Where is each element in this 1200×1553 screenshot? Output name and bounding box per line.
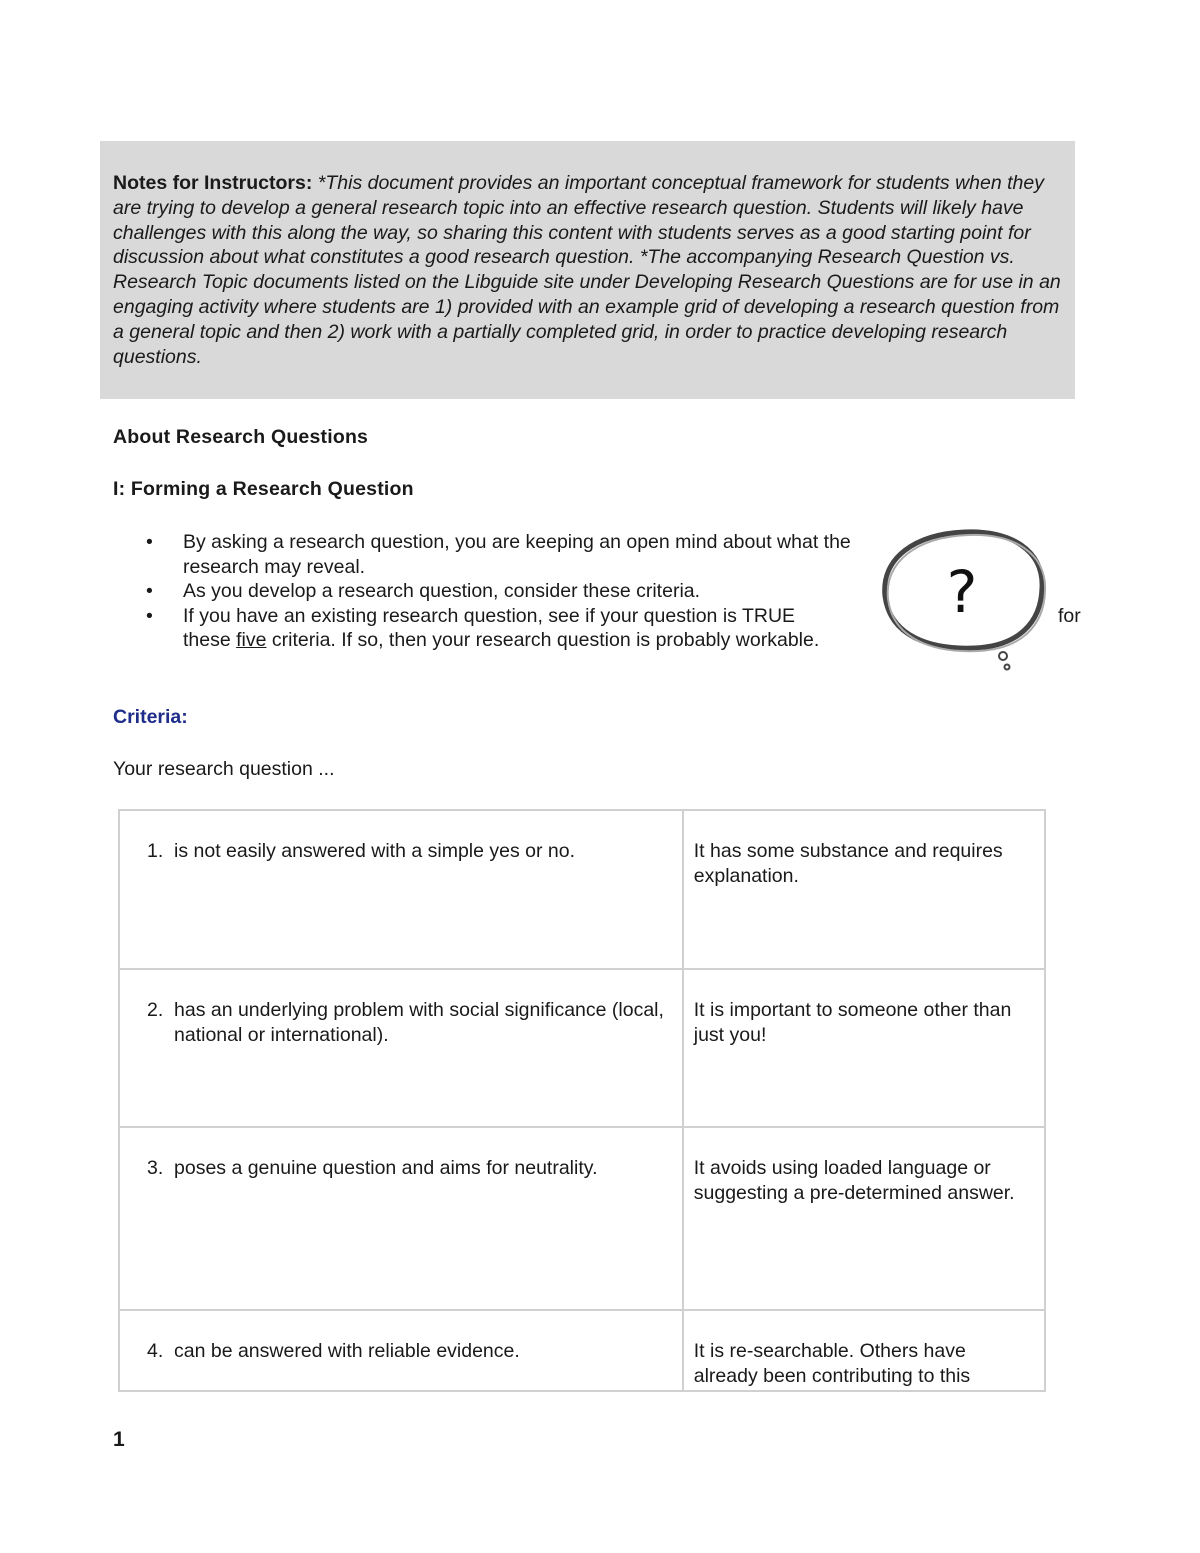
table-row (119, 1127, 1045, 1310)
section-title-about: About Research Questions (113, 426, 369, 448)
criterion-text: poses a genuine question and aims for neutrality. (174, 1157, 598, 1179)
criterion-number: 4. (147, 1340, 164, 1362)
your-question-intro: Your research question ... (113, 758, 335, 780)
criterion-number: 2. (147, 999, 164, 1021)
criteria-table (118, 809, 1046, 1392)
explanation-cell: It avoids using loaded language or suggesting a pre-determined answer. (683, 1127, 1045, 1310)
criterion-text: is not easily answered with a simple yes or no. (174, 840, 576, 862)
bullet-list (146, 530, 866, 653)
question-thought-bubble-icon (880, 528, 1050, 678)
underlined-five: five (236, 629, 267, 652)
bullet-item (146, 530, 866, 579)
bullet-text: criteria. If so, then your research question is probably workable. (266, 629, 820, 652)
criterion-number: 1. (147, 840, 164, 862)
section-title-forming: I: Forming a Research Question (113, 478, 414, 500)
criterion-cell (119, 1127, 683, 1310)
instructor-notes-box (100, 141, 1075, 399)
bullet-text: If you have an existing research question, see if your question is TRUE (183, 604, 796, 627)
criteria-heading: Criteria: (113, 706, 188, 728)
notes-text: *This document provides an important conceptual framework for students when they are trying to develop a general research topic into an effective research question. Students will likely have challenges with this along the way, so sharing this content with students serves as a good starting point for discussion about what constitutes a good research question. *The accompanying Research Question vs. Research Topic documents listed on the Libguide site under Developing Research Questions are for use in an engaging activity where students are 1) provided with an example grid of developing a research question from a general topic and then 2) work with a partially completed grid, in order to practice developing research questions. (113, 172, 1061, 368)
explanation-cell: It is important to someone other than just you! (683, 969, 1045, 1127)
question-mark: ? (946, 558, 978, 626)
criterion-number: 3. (147, 1157, 164, 1179)
criterion-cell (119, 1310, 683, 1391)
bullet-text: By asking a research question, you are keeping an open mind about what the research may reveal. (183, 531, 851, 578)
bullet-dot: • (146, 531, 153, 553)
table-row (119, 810, 1045, 969)
explanation-cell: It is re-searchable. Others have already been contributing to this (683, 1310, 1045, 1391)
bullet-continuation-word: for (1058, 605, 1081, 627)
table-row (119, 969, 1045, 1127)
bullet-dot: • (146, 580, 153, 603)
criterion-text: has an underlying problem with social significance (local, national or international). (174, 999, 664, 1046)
criterion-cell (119, 969, 683, 1127)
explanation-cell: It has some substance and requires explanation. (683, 810, 1045, 969)
criterion-text: can be answered with reliable evidence. (174, 1340, 520, 1362)
bullet-dot: • (146, 604, 153, 627)
bullet-text: As you develop a research question, consider these criteria. (183, 580, 701, 603)
bullet-item (146, 579, 866, 604)
table-row (119, 1310, 1045, 1391)
notes-label: Notes for Instructors: (113, 172, 313, 194)
bullet-item (146, 604, 866, 653)
criterion-cell (119, 810, 683, 969)
bullet-text: these (183, 629, 237, 652)
page-number: 1 (113, 1428, 125, 1451)
